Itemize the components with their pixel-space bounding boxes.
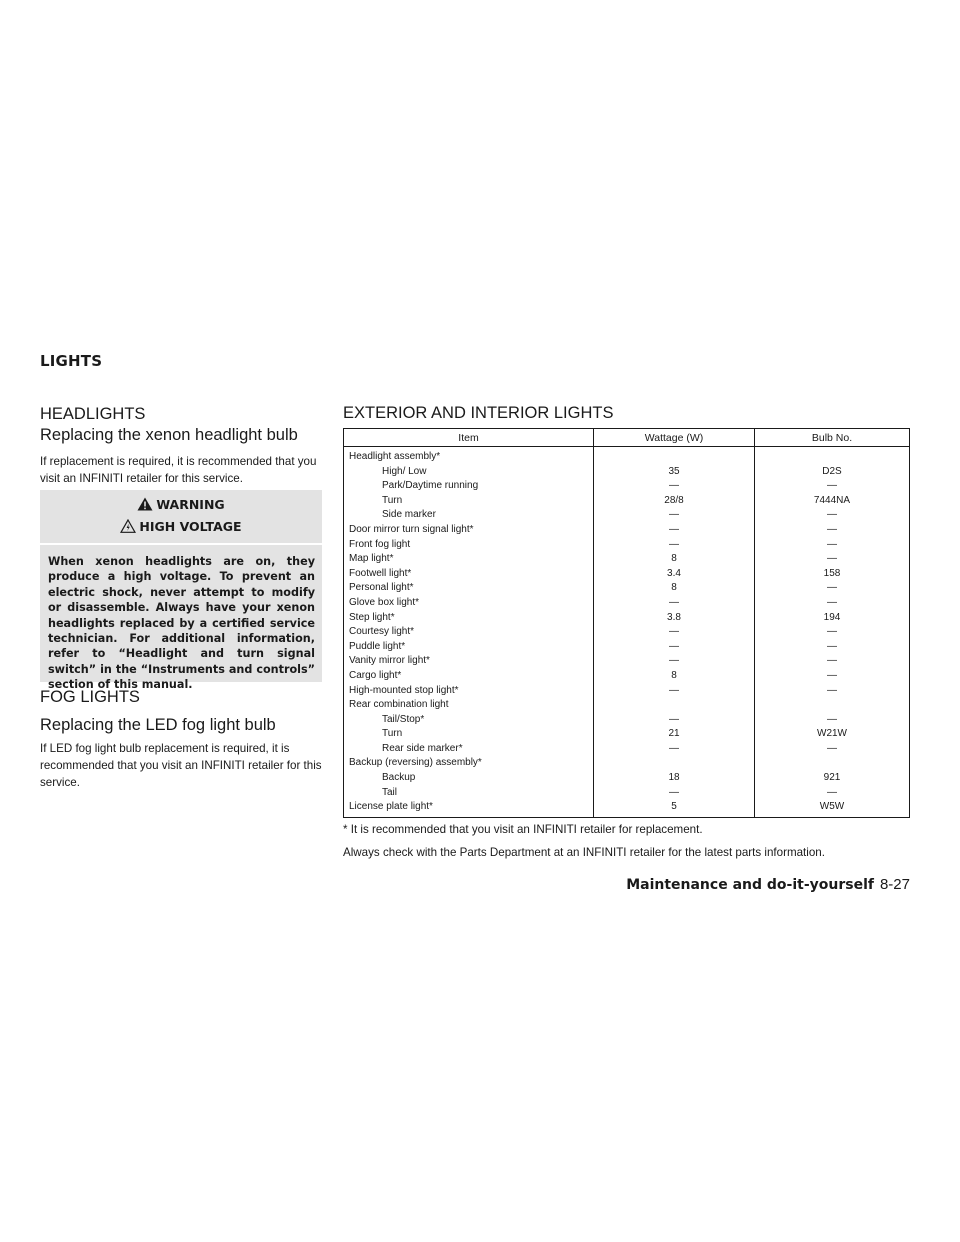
cell-item: Turn — [344, 494, 594, 509]
cell-item: Front fog light — [344, 538, 594, 553]
cell-item: High-mounted stop light* — [344, 684, 594, 699]
warning-box — [40, 490, 322, 692]
table-row — [344, 611, 910, 626]
warning-triangle-icon — [137, 497, 153, 511]
table-row — [344, 640, 910, 655]
table-row — [344, 727, 910, 742]
cell-wattage: — — [594, 684, 755, 699]
cell-bulb: — — [827, 538, 837, 550]
cell-bulb: — — [827, 640, 837, 652]
cell-item: Park/Daytime running — [344, 479, 594, 494]
cell-wattage — [594, 698, 755, 713]
cell-wattage: — — [594, 786, 755, 801]
cell-wattage: 18 — [594, 771, 755, 786]
cell-item: License plate light* — [344, 800, 594, 817]
cell-bulb: 921 — [823, 772, 841, 784]
cell-bulb: — — [827, 523, 837, 535]
table-row — [344, 698, 910, 713]
cell-wattage: — — [594, 654, 755, 669]
bulb-table — [343, 428, 910, 818]
fog-subheading: Replacing the LED fog light bulb — [40, 716, 276, 734]
cell-item: Door mirror turn signal light* — [344, 523, 594, 538]
page-number: 8-27 — [879, 876, 910, 893]
cell-bulb: D2S — [822, 465, 842, 477]
cell-bulb: 194 — [823, 611, 841, 623]
table-row — [344, 756, 910, 771]
table-row — [344, 786, 910, 801]
column-header-item: Item — [344, 429, 594, 447]
table-row — [344, 596, 910, 611]
cell-wattage: 3.8 — [594, 611, 755, 626]
warning-title-line — [40, 490, 322, 514]
cell-item: Tail — [344, 786, 594, 801]
cell-item: Footwell light* — [344, 567, 594, 582]
headlights-subheading: Replacing the xenon headlight bulb — [40, 426, 298, 444]
cell-item: High/ Low — [344, 465, 594, 480]
cell-item: Glove box light* — [344, 596, 594, 611]
cell-bulb: — — [827, 480, 837, 492]
footer-section-name: Maintenance and do-it-yourself — [626, 877, 874, 893]
warning-title: WARNING — [156, 496, 225, 512]
cell-wattage: — — [594, 640, 755, 655]
cell-bulb: — — [827, 684, 837, 696]
table-row — [344, 494, 910, 509]
cell-bulb: W21W — [817, 728, 847, 740]
cell-bulb — [755, 698, 910, 713]
cell-item: Rear combination light — [344, 698, 594, 713]
table-row — [344, 625, 910, 640]
exterior-section — [343, 403, 910, 423]
table-row — [344, 654, 910, 669]
table-row — [344, 567, 910, 582]
warning-text: When xenon headlights are on, they produce a high voltage. To prevent an electric shock, never attempt to modify or disassemble. Always have your xenon headlights replaced by a certified service technician. For additional information, refer to “Headlight and turn signal switch” in the “Instruments and controls” section of this manual. — [48, 555, 315, 692]
table-row — [344, 447, 910, 465]
cell-wattage: — — [594, 523, 755, 538]
warning-header — [40, 490, 322, 543]
table-row — [344, 669, 910, 684]
cell-item: Cargo light* — [344, 669, 594, 684]
cell-bulb: — — [827, 582, 837, 594]
warning-subtitle-line — [40, 514, 322, 538]
cell-wattage: — — [594, 508, 755, 523]
cell-wattage: 28/8 — [594, 494, 755, 509]
column-header-wattage: Wattage (W) — [594, 429, 755, 447]
cell-bulb: — — [827, 553, 837, 565]
cell-wattage: 3.4 — [594, 567, 755, 582]
headlights-text: If replacement is required, it is recommended that you visit an INFINITI retailer for this service. — [40, 455, 317, 485]
high-voltage-triangle-icon — [120, 519, 136, 533]
cell-bulb: — — [827, 742, 837, 754]
cell-bulb: — — [827, 626, 837, 638]
cell-bulb — [755, 447, 910, 465]
table-row — [344, 538, 910, 553]
cell-wattage: 21 — [594, 727, 755, 742]
cell-wattage — [594, 756, 755, 771]
table-row — [344, 479, 910, 494]
cell-bulb: W5W — [819, 801, 845, 813]
table-footnote: * It is recommended that you visit an INFINITI retailer for replacement. — [343, 823, 703, 836]
cell-wattage: — — [594, 742, 755, 757]
table-row — [344, 552, 910, 567]
cell-wattage: — — [594, 713, 755, 728]
table-header-row — [344, 429, 910, 447]
cell-bulb: — — [827, 713, 837, 725]
cell-bulb: — — [827, 596, 837, 608]
cell-bulb: 158 — [823, 567, 841, 579]
table-row — [344, 523, 910, 538]
cell-bulb: — — [827, 786, 837, 798]
cell-wattage: 8 — [594, 669, 755, 684]
cell-item: Personal light* — [344, 581, 594, 596]
cell-wattage: — — [594, 479, 755, 494]
cell-bulb — [755, 756, 910, 771]
cell-wattage: — — [594, 625, 755, 640]
cell-item: Turn — [344, 727, 594, 742]
cell-item: Vanity mirror light* — [344, 654, 594, 669]
section-title: LIGHTS — [40, 352, 103, 370]
cell-item: Puddle light* — [344, 640, 594, 655]
cell-wattage: 8 — [594, 552, 755, 567]
table-row — [344, 508, 910, 523]
table-body — [344, 447, 910, 818]
table-row — [344, 465, 910, 480]
cell-bulb: 7444NA — [813, 494, 851, 506]
cell-item: Tail/Stop* — [344, 713, 594, 728]
cell-wattage: 8 — [594, 581, 755, 596]
cell-item: Step light* — [344, 611, 594, 626]
cell-item: Backup (reversing) assembly* — [344, 756, 594, 771]
cell-item: Rear side marker* — [344, 742, 594, 757]
table-row — [344, 771, 910, 786]
cell-bulb: — — [827, 669, 837, 681]
cell-wattage: 5 — [594, 800, 755, 817]
cell-wattage — [594, 447, 755, 465]
cell-bulb: — — [827, 509, 837, 521]
table-row — [344, 713, 910, 728]
cell-item: Courtesy light* — [344, 625, 594, 640]
cell-item: Backup — [344, 771, 594, 786]
cell-bulb: — — [827, 655, 837, 667]
exterior-heading: EXTERIOR AND INTERIOR LIGHTS — [343, 404, 614, 422]
fog-heading: FOG LIGHTS — [40, 688, 140, 706]
parts-note: Always check with the Parts Department at an INFINITI retailer for the latest parts information. — [343, 846, 825, 859]
cell-wattage: — — [594, 596, 755, 611]
headlights-heading: HEADLIGHTS — [40, 405, 146, 423]
fog-text: If LED fog light bulb replacement is required, it is recommended that you visit an INFINITI retailer for this service. — [40, 742, 322, 789]
headlights-section — [40, 404, 322, 487]
cell-wattage: 35 — [594, 465, 755, 480]
cell-item: Headlight assembly* — [344, 447, 594, 465]
table-row — [344, 581, 910, 596]
page-footer — [626, 876, 910, 893]
table-row — [344, 684, 910, 699]
table-row — [344, 742, 910, 757]
cell-item: Side marker — [344, 508, 594, 523]
cell-item: Map light* — [344, 552, 594, 567]
table-row — [344, 800, 910, 817]
warning-subtitle: HIGH VOLTAGE — [139, 518, 242, 534]
column-header-bulb: Bulb No. — [755, 429, 910, 447]
fog-lights-section — [40, 686, 322, 791]
cell-wattage: — — [594, 538, 755, 553]
